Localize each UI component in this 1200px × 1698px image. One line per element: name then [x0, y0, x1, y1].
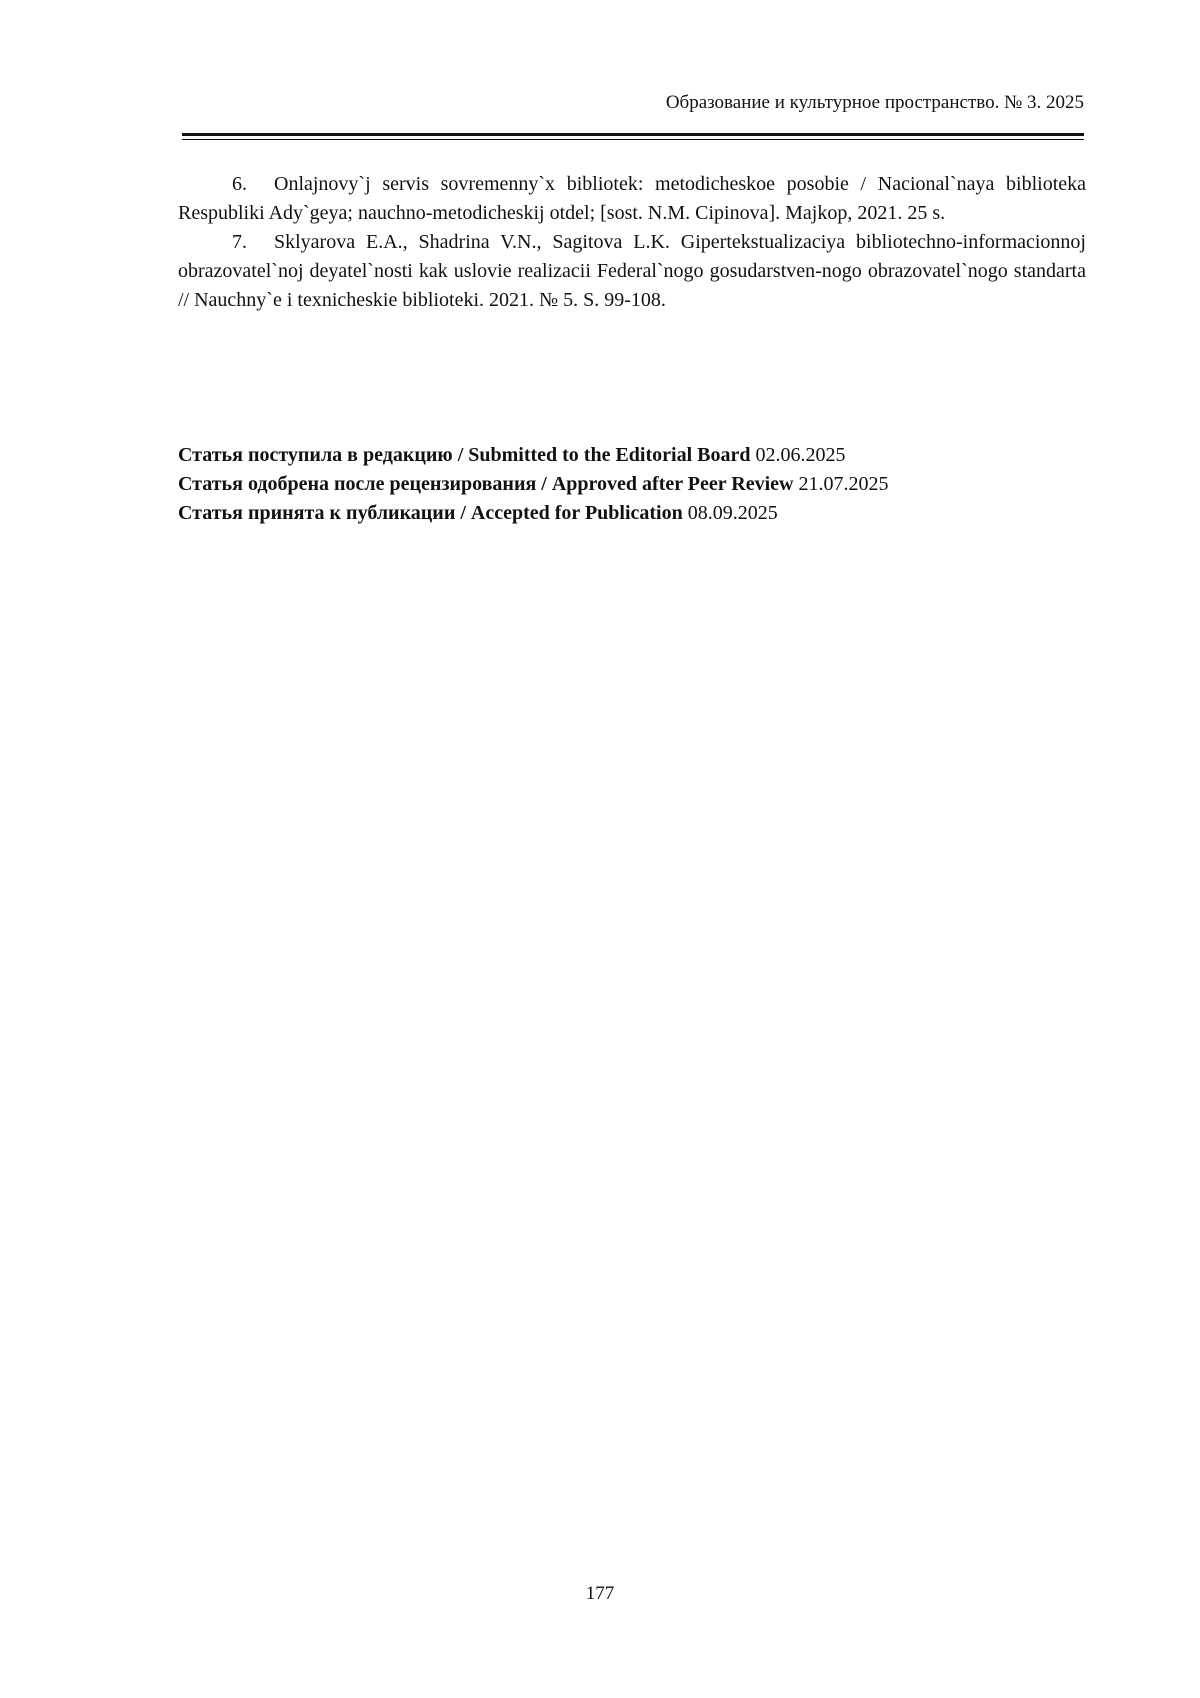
accepted-label: Статья принята к публикации / Accepted for Publication [178, 502, 683, 524]
submitted-date-line [178, 441, 1086, 470]
approved-label: Статья одобрена после рецензирования / Approved after Peer Review [178, 473, 794, 495]
submitted-date: 02.06.2025 [755, 444, 846, 466]
header-rule-thick [182, 133, 1084, 136]
approved-date-line [178, 470, 1086, 499]
reference-number: 7. [232, 231, 247, 253]
accepted-date-line [178, 499, 1086, 528]
reference-list [178, 170, 1086, 315]
reference-text: Sklyarova E.A., Shadrina V.N., Sagitova L.K. Gipertekstualizaciya bibliotechno-informacionnoj obrazovatel`noj deyatel`nosti kak uslovie realizacii Federal`nogo gosudarstven-nogo obrazovatel`nogo standarta // Nauchny`e i texnicheskie biblioteki. 2021. № 5. S. 99-108. [178, 231, 1086, 311]
reference-item [178, 170, 1086, 228]
accepted-date: 08.09.2025 [687, 502, 778, 524]
header-rule-thin [182, 139, 1084, 140]
reference-text: Onlajnovy`j servis sovremenny`x bibliotek: metodicheskoe posobie / Nacional`naya biblioteka Respubliki Ady`geya; nauchno-metodicheskij otdel; [sost. N.M. Cipinova]. Majkop, 2021. 25 s. [178, 173, 1086, 224]
reference-item [178, 228, 1086, 315]
approved-date: 21.07.2025 [798, 473, 889, 495]
reference-number: 6. [232, 173, 247, 195]
submitted-label: Статья поступила в редакцию / Submitted to the Editorial Board [178, 444, 751, 466]
running-header: Образование и культурное пространство. № 3. 2025 [665, 92, 1084, 113]
page-number: 177 [585, 1583, 615, 1604]
article-dates [178, 441, 1086, 528]
